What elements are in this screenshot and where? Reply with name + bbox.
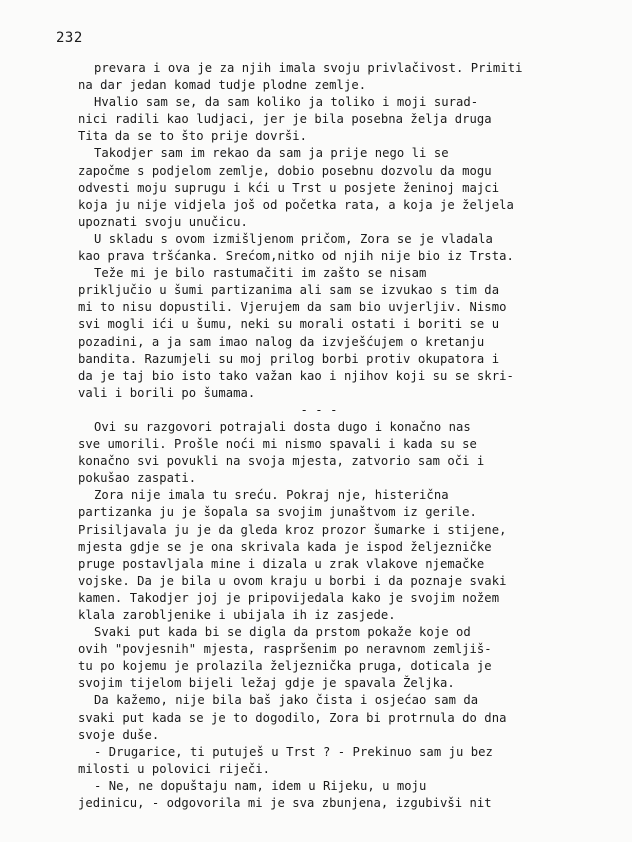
text-line: svojim tijelom bijeli ležaj gdje je spavala Željka. [78, 676, 455, 691]
text-line: - Ne, ne dopuštaju nam, idem u Rijeku, u moju [94, 778, 427, 793]
text-line: nici radili kao ludjaci, jer je bila posebna želja druga [78, 112, 492, 127]
text-line: Hvalio sam se, da sam koliko ja toliko i moji surad- [94, 95, 479, 110]
text-line: Prisiljavala ju je da gleda kroz prozor šumarke i stijene, [78, 522, 507, 537]
text-line: sve umorili. Prošle noći mi nismo spavali i kada su se [78, 437, 477, 452]
text-line: - Drugarice, ti putuješ u Trst ? - Prekinuo sam ju bez [94, 744, 493, 759]
text-line: pruge postavljala mine i dizala u zrak vlakove njemačke [78, 556, 485, 571]
text-line: Teže mi je bilo rastumačiti im zašto se nisam [94, 266, 427, 281]
text-line: Takodjer sam im rekao da sam ja prije nego li se [94, 146, 449, 161]
text-line: partizanka ju je šopala sa svojim junaštvom iz gerile. [78, 505, 477, 520]
text-line: pozadini, a ja sam imao nalog da izvješćujem o kretanju [78, 334, 485, 349]
text-line: mi to nisu dopustili. Vjerujem da sam bio uvjerljiv. Nismo [78, 300, 507, 315]
text-line: svaki put kada se je to dogodilo, Zora bi protrnula do dna [78, 710, 507, 725]
text-line: Ovi su razgovori potrajali dosta dugo i konačno nas [94, 419, 471, 434]
text-line: mjesta gdje se je ona skrivala kada je ispod željezničke [78, 539, 492, 554]
text-line: tu po kojemu je prolazila željeznička pruga, doticala je [78, 659, 492, 674]
text-line: ovih "povjesnih" mjesta, raspršenim po neravnom zemljiš- [78, 642, 492, 657]
text-line: priključio u šumi partizanima ali sam se izvukao s tim da [78, 283, 500, 298]
text-line: vali i borili po šumama. [78, 385, 256, 400]
text-line: svi mogli ići u šumu, neki su morali ostati i boriti se u [78, 317, 500, 332]
text-line: milosti u polovici riječi. [78, 761, 271, 776]
text-line: vojske. Da je bila u ovom kraju u borbi i da poznaje svaki [78, 573, 507, 588]
text-line: Tita da se to što prije dovrši. [78, 129, 308, 144]
text-line: započme s podjelom zemlje, dobio posebnu dozvolu da mogu [78, 163, 492, 178]
text-line: bandita. Razumjeli su moj prilog borbi protiv okupatora i [78, 351, 500, 366]
text-line: da je taj bio isto tako važan kao i njihov koji su se skri- [78, 368, 514, 383]
text-line: odvesti moju suprugu i kći u Trst u posjete ženinoj majci [78, 180, 500, 195]
text-line: pokušao zaspati. [78, 471, 197, 486]
text-line: prevara i ova je za njih imala svoju privlačivost. Primiti [94, 61, 523, 75]
text-line: konačno svi povukli na svoja mjesta, zatvorio sam oči i [78, 454, 485, 469]
section-separator: - - - [300, 402, 338, 417]
text-line: U skladu s ovom izmišljenom pričom, Zora se je vladala [94, 231, 493, 246]
text-line: upoznati svoju unučicu. [78, 214, 248, 229]
text-line: kamen. Takodjer joj je pripovijedala kako je svojim nožem [78, 590, 500, 605]
body-text [78, 60, 560, 812]
text-line: svoje duše. [78, 727, 160, 742]
text-line: koja ju nije vidjela još od početka rata, a koja je željela [78, 197, 514, 212]
text-line: jedinicu, - odgovorila mi je sva zbunjena, izgubivši nit [78, 796, 492, 811]
text-line: Svaki put kada bi se digla da prstom pokaže koje od [94, 625, 471, 640]
page-number: 232 [56, 30, 83, 46]
text-line: na dar jedan komad tudje plodne zemlje. [78, 78, 367, 93]
text-line: kao prava tršćanka. Srećom,nitko od njih nije bio iz Trsta. [78, 249, 514, 264]
text-line: klala zarobljenike i ubijala ih iz zasjede. [78, 608, 396, 622]
text-line: Zora nije imala tu sreću. Pokraj nje, histerična [94, 488, 449, 503]
text-line: Da kažemo, nije bila baš jako čista i osjećao sam da [94, 693, 479, 708]
